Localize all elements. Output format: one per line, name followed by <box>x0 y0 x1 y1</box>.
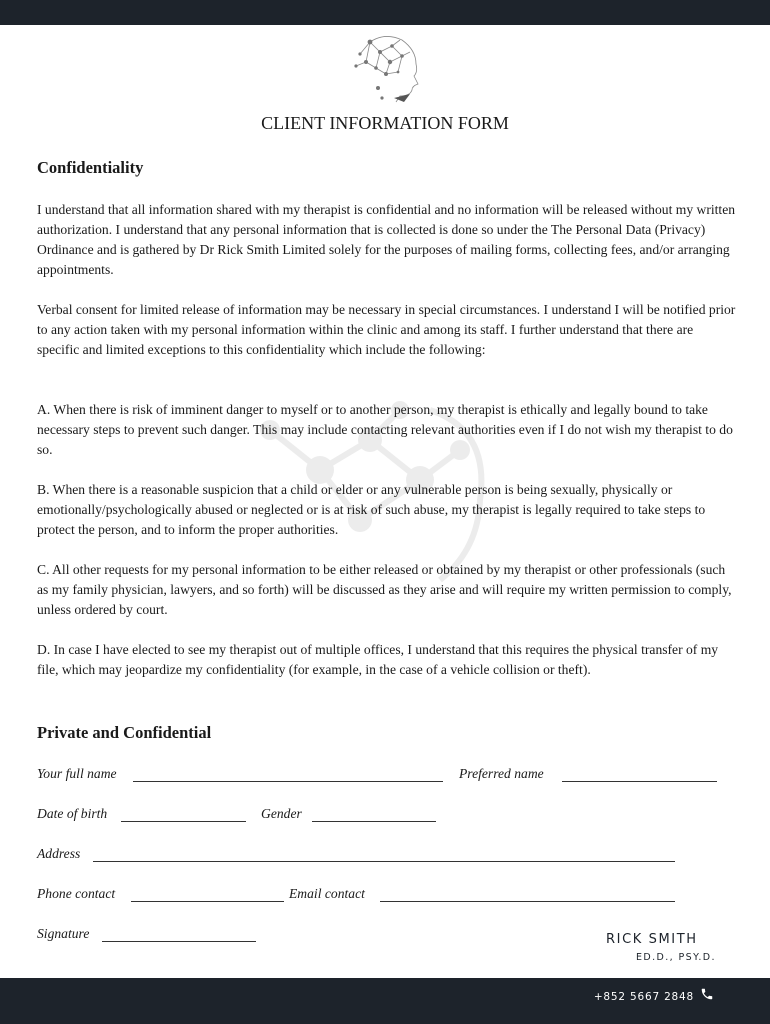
gender-field[interactable] <box>312 821 436 822</box>
exception-c-paragraph: C. All other requests for my personal information to be either released or obtained by my therapist or other professionals (such as my family physician, lawyers, and so forth) will be discussed as they arise and will require my written permission to comply, unless ordered by court. <box>37 562 732 617</box>
phone-icon <box>700 987 714 1001</box>
exception-d-paragraph: D. In case I have elected to see my therapist out of multiple offices, I understand that this requires the physical transfer of my file, which may jeopardize my confidentiality (for example, in the case of a vehicle collision or theft). <box>37 642 719 677</box>
signature-field[interactable] <box>102 941 256 942</box>
exception-b-paragraph: B. When there is a reasonable suspicion that a child or elder or any vulnerable person is being sexually, physically or emotionally/psychologically abused or neglected or is at risk of such abuse, my therapist is legally required to take steps to protect the person, and to inform the proper authorities. <box>37 482 706 537</box>
full-name-field[interactable] <box>133 781 443 782</box>
email-label: Email contact <box>289 886 365 901</box>
address-field[interactable] <box>93 861 675 862</box>
top-bar <box>0 0 770 25</box>
phone-label: Phone contact <box>37 886 116 901</box>
preferred-name-field[interactable] <box>562 781 717 782</box>
exception-a-paragraph: A. When there is risk of imminent danger to myself or to another person, my therapist is ethically and legally bound to take necessary steps to prevent such danger. This may include contacting relevant authorities even if I do not wish my therapist to do so. <box>37 402 733 457</box>
private-confidential-heading: Private and Confidential <box>37 723 212 742</box>
dob-label: Date of birth <box>37 806 108 821</box>
email-field[interactable] <box>380 901 675 902</box>
dob-field[interactable] <box>121 821 246 822</box>
footer-phone[interactable]: +852 5667 2848 <box>593 991 694 1003</box>
phone-field[interactable] <box>131 901 284 902</box>
gender-label: Gender <box>261 806 302 821</box>
confidentiality-heading: Confidentiality <box>37 158 144 177</box>
verbal-consent-paragraph: Verbal consent for limited release of information may be necessary in special circumstances. I understand I will be notified prior to any action taken with my personal information within the clinic and among its staff. I further understand that there are specific and limited exceptions to this confidentiality which include the following: <box>37 302 736 357</box>
footer-bar <box>0 978 770 1024</box>
brand-name: RICK SMITH <box>606 932 698 947</box>
brand-credentials: ED.D., PSY.D. <box>636 952 716 963</box>
confidentiality-paragraph: I understand that all information shared with my therapist is confidential and no information will be released without my written authorization. I understand that any personal information that is collected is done so under the The Personal Data (Privacy) Ordinance and is gathered by Dr Rick Smith Limited solely for the purposes of mailing forms, collecting fees, and/or arranging appointments. <box>37 202 736 277</box>
preferred-name-label: Preferred name <box>459 766 544 781</box>
address-label: Address <box>37 846 81 861</box>
full-name-label: Your full name <box>37 766 117 781</box>
neural-head-logo-icon <box>340 32 430 104</box>
form-title: CLIENT INFORMATION FORM <box>261 113 509 133</box>
signature-label: Signature <box>37 926 90 941</box>
